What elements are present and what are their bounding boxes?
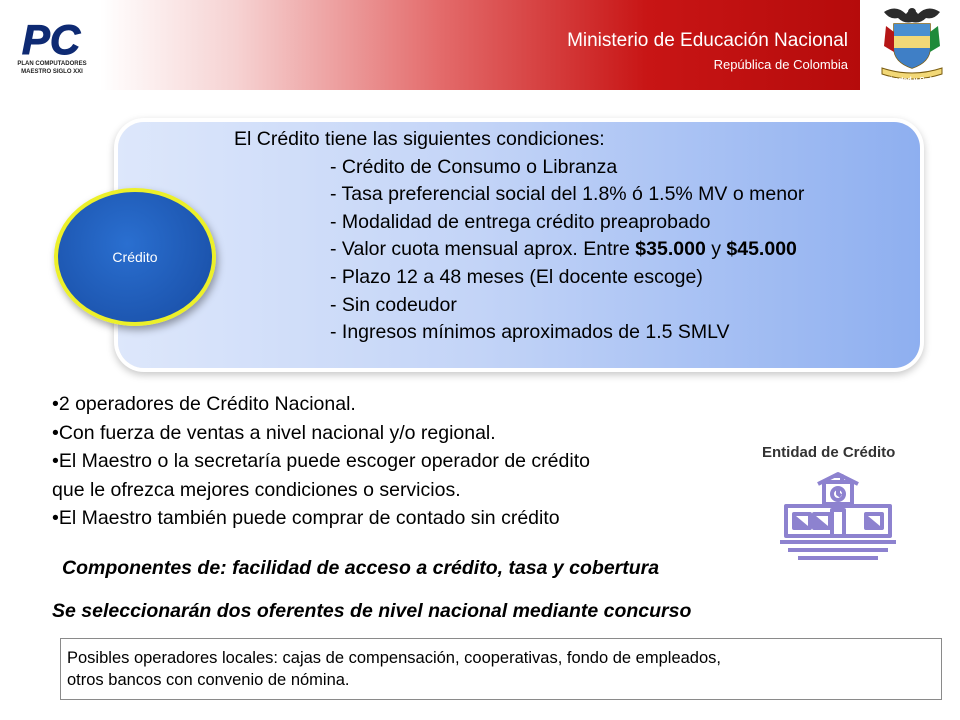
conditions-title: El Crédito tiene las siguientes condiciones: bbox=[234, 128, 605, 150]
condition-modalidad: - Modalidad de entrega crédito preaprobado bbox=[330, 210, 711, 233]
header-bar bbox=[0, 0, 960, 90]
coat-of-arms-icon bbox=[876, 2, 948, 86]
seleccion-statement: Se seleccionarán dos oferentes de nivel nacional mediante concurso bbox=[52, 600, 692, 622]
condition-ingresos: - Ingresos mínimos aproximados de 1.5 SMLV bbox=[330, 321, 730, 344]
entidad-credito-label: Entidad de Crédito bbox=[762, 444, 896, 461]
condition-consumo: - Crédito de Consumo o Libranza bbox=[330, 155, 618, 178]
condition-codeudor: - Sin codeudor bbox=[330, 293, 457, 316]
componentes-statement: Componentes de: facilidad de acceso a crédito, tasa y cobertura bbox=[62, 557, 660, 579]
local-operators-box bbox=[60, 638, 942, 700]
conditions-list bbox=[234, 126, 804, 347]
cuota-max: $45.000 bbox=[726, 238, 797, 261]
cuota-min: $35.000 bbox=[635, 238, 706, 261]
local-operators-line1: Posibles operadores locales: cajas de compensación, cooperativas, fondo de empleados, bbox=[67, 649, 721, 667]
condition-cuota bbox=[234, 236, 804, 264]
bullet-choose-operator: •El Maestro o la secretaría puede escoger operador de crédito bbox=[52, 450, 590, 473]
logo-caption-line2: MAESTRO SIGLO XXI bbox=[21, 69, 83, 75]
logo-initials: PC bbox=[21, 16, 81, 63]
local-operators-text bbox=[67, 647, 721, 691]
bullet-choose-operator-cont: que le ofrezca mejores condiciones o servicios. bbox=[52, 478, 461, 501]
credit-badge-label: Crédito bbox=[112, 249, 158, 265]
operators-bullet-list bbox=[52, 390, 590, 533]
cuota-mid: y bbox=[705, 238, 727, 261]
pc-logo bbox=[10, 12, 94, 86]
ministry-subtitle: República de Colombia bbox=[713, 57, 848, 72]
local-operators-line2: otros bancos con convenio de nómina. bbox=[67, 671, 350, 689]
coat-motto: Libertad y Orden bbox=[883, 77, 941, 84]
logo-caption-line1: PLAN COMPUTADORES bbox=[17, 61, 87, 67]
ministry-title: Ministerio de Educación Nacional bbox=[567, 30, 848, 51]
bullet-sales-force: •Con fuerza de ventas a nivel nacional y/o regional. bbox=[52, 421, 496, 444]
cuota-prefix: - Valor cuota mensual aprox. Entre bbox=[330, 238, 636, 261]
bullet-cash-purchase: •El Maestro también puede comprar de contado sin crédito bbox=[52, 507, 560, 530]
credit-badge bbox=[54, 188, 216, 326]
bank-building-icon bbox=[778, 470, 898, 578]
condition-plazo: - Plazo 12 a 48 meses (El docente escoge) bbox=[330, 265, 703, 288]
bullet-operators: •2 operadores de Crédito Nacional. bbox=[52, 393, 356, 415]
condition-tasa: - Tasa preferencial social del 1.8% ó 1.5% MV o menor bbox=[330, 183, 805, 206]
